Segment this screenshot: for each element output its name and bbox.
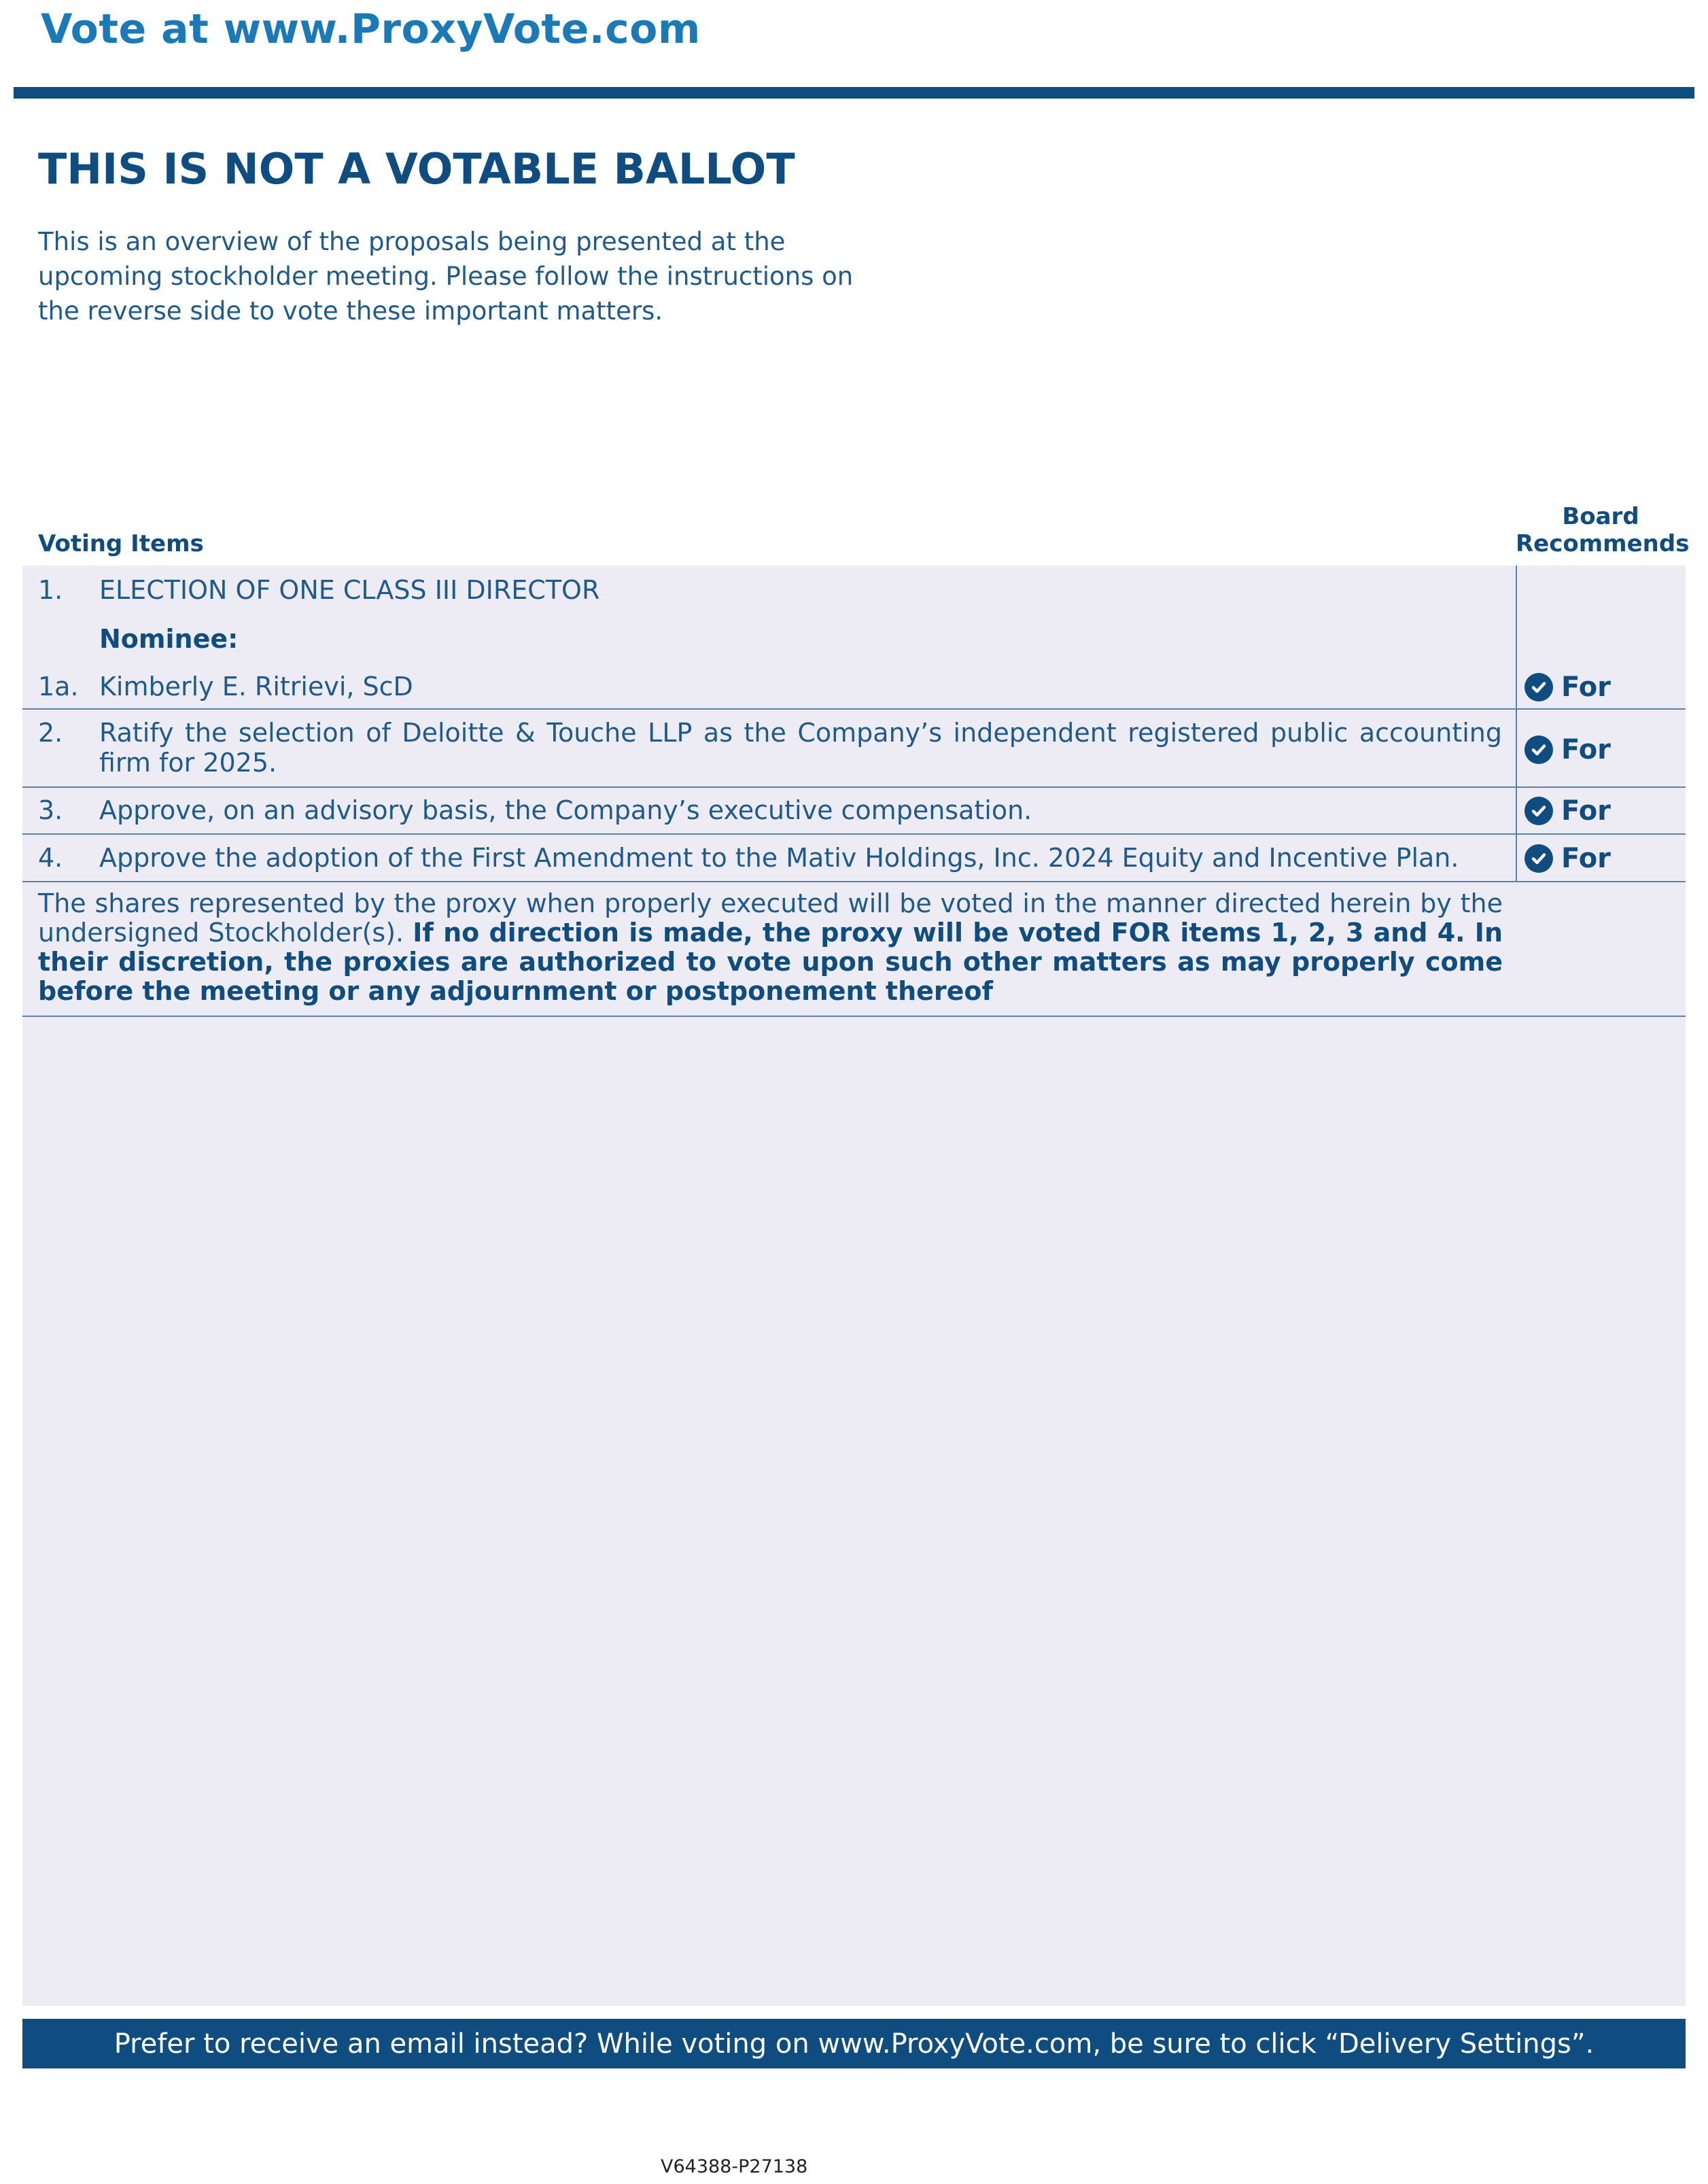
- item-text: Kimberly E. Ritrievi, ScD: [99, 672, 413, 701]
- check-circle-icon: [1524, 735, 1553, 764]
- board-recommendation: [1524, 843, 1611, 874]
- row-divider: [22, 1016, 1686, 1017]
- row-divider: [22, 708, 1686, 710]
- voting-items-panel: [22, 566, 1686, 2006]
- page-title: THIS IS NOT A VOTABLE BALLOT: [38, 144, 795, 194]
- recommendation-label: For: [1561, 672, 1611, 703]
- board-recommendation: [1524, 672, 1611, 703]
- board-recommendation: [1524, 734, 1611, 765]
- board-recommendation: [1524, 795, 1611, 827]
- intro-line: This is an overview of the proposals being presented at the: [38, 227, 786, 256]
- intro-line: upcoming stockholder meeting. Please follow the instructions on: [38, 262, 854, 291]
- board-header-line: Board: [1562, 503, 1639, 530]
- header-divider: [14, 87, 1694, 99]
- voting-items-header: Voting Items: [38, 530, 204, 557]
- row-divider: [22, 833, 1686, 835]
- board-recommends-header: [1516, 503, 1690, 557]
- row-divider: [22, 786, 1686, 788]
- recommendation-label: For: [1561, 795, 1611, 827]
- check-circle-icon: [1524, 797, 1553, 825]
- item-text: Approve the adoption of the First Amendment to the Mativ Holdings, Inc. 2024 Equity and Incentive Plan.: [99, 843, 1459, 873]
- item-text: Ratify the selection of Deloitte & Touche LLP as the Company’s independent registered public accounting firm for 2025.: [99, 718, 1502, 778]
- banner-text: Prefer to receive an email instead? While voting on www.ProxyVote.com, be sure to click “Delivery Settings”.: [114, 2028, 1594, 2060]
- control-code: V64388-P27138: [661, 2156, 808, 2177]
- check-circle-icon: [1524, 673, 1553, 701]
- proxy-voting-note: [38, 889, 1503, 1006]
- item-text: ELECTION OF ONE CLASS III DIRECTOR: [99, 575, 600, 605]
- intro-line: the reverse side to vote these important matters.: [38, 296, 663, 326]
- vote-website-header[interactable]: Vote at www.ProxyVote.com: [41, 5, 701, 53]
- recommendation-label: For: [1561, 843, 1611, 874]
- board-header-line: Recommends: [1516, 530, 1690, 557]
- recommendation-label: For: [1561, 734, 1611, 765]
- item-number: 1.: [38, 575, 63, 605]
- column-divider: [1516, 566, 1517, 882]
- item-number: 3.: [38, 795, 63, 825]
- note-regular-text: The shares represented by the proxy when properly executed will be voted in the manner directed herein by the undersigned Stockholder(s).: [38, 888, 1503, 948]
- item-number: 4.: [38, 843, 63, 873]
- item-number: 1a.: [38, 672, 79, 701]
- check-circle-icon: [1524, 844, 1553, 873]
- row-divider: [22, 881, 1686, 882]
- intro-paragraph: [38, 224, 854, 328]
- note-bold-text: If no direction is made, the proxy will be voted FOR items 1, 2, 3 and 4. In their discretion, the proxies are authorized to vote upon such other matters as may properly come before the meeting or any adjournment or postponement thereof: [38, 918, 1503, 1006]
- delivery-settings-banner: [22, 2019, 1686, 2068]
- item-text: Approve, on an advisory basis, the Company’s executive compensation.: [99, 795, 1032, 825]
- nominee-label: Nominee:: [99, 624, 239, 654]
- item-number: 2.: [38, 718, 63, 748]
